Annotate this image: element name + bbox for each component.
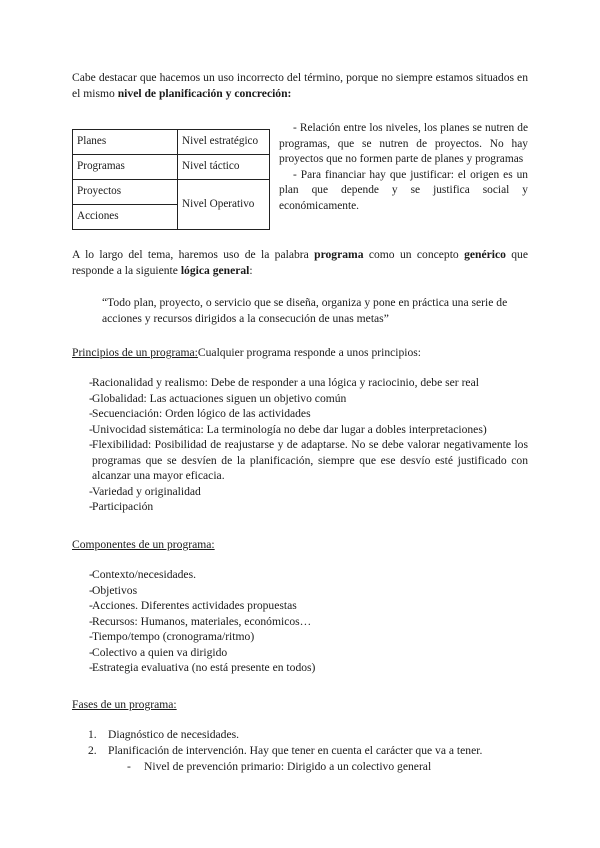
list-item bbox=[72, 660, 528, 676]
sub-item-text: Nivel de prevención primario: Dirigido a un colectivo general bbox=[144, 760, 432, 773]
dash-bullet: - bbox=[89, 599, 93, 612]
list-item bbox=[72, 484, 528, 500]
list-item bbox=[72, 727, 528, 743]
componentes-heading: Componentes de un programa: bbox=[72, 538, 215, 551]
list-item bbox=[72, 645, 528, 661]
list-item-text: Flexibilidad: Posibilidad de reajustarse y de adaptarse. No se debe valorar negativamente los programas que se desvíen de la planificación, siempre que ese desvío esté justificado con alcanzar una mayor eficacia. bbox=[92, 438, 528, 482]
list-item bbox=[72, 437, 528, 484]
dash-bullet: - bbox=[89, 645, 93, 659]
side-notes bbox=[279, 121, 528, 214]
list-item bbox=[72, 583, 528, 599]
fases-list bbox=[72, 727, 528, 758]
list-item bbox=[72, 598, 528, 614]
tema-text: como un concepto bbox=[363, 248, 465, 261]
list-item-text: Diagnóstico de necesidades. bbox=[108, 728, 240, 741]
table-cell-level: Nivel Operativo bbox=[178, 180, 270, 230]
principios-intro: Cualquier programa responde a unos principios: bbox=[197, 346, 422, 359]
dash-bullet: - bbox=[89, 376, 93, 389]
intro-bold: nivel de planificación y concreción: bbox=[117, 86, 292, 100]
list-item bbox=[72, 629, 528, 645]
tema-bold: genérico bbox=[464, 248, 506, 261]
table-cell-item: Acciones bbox=[73, 205, 178, 230]
principios-heading-text: Principios de un programa: bbox=[72, 346, 198, 359]
list-item bbox=[72, 567, 528, 583]
list-item-text: Contexto/necesidades. bbox=[92, 568, 196, 581]
dash-bullet: - bbox=[89, 661, 93, 674]
list-item-text: Secuenciación: Orden lógico de las actividades bbox=[92, 407, 311, 420]
list-item-text: Tiempo/tempo (cronograma/ritmo) bbox=[92, 630, 255, 643]
table-cell-item: Planes bbox=[73, 130, 178, 155]
table-cell-level: Nivel táctico bbox=[178, 155, 270, 180]
dash-bullet: - bbox=[89, 484, 93, 498]
levels-table bbox=[72, 129, 270, 230]
list-item-text: Planificación de intervención. Hay que tener en cuenta el carácter que va a tener. bbox=[108, 743, 483, 757]
list-item-text: Recursos: Humanos, materiales, económicos… bbox=[92, 614, 312, 628]
list-item-text: Estrategia evaluativa (no está presente en todos) bbox=[92, 661, 316, 674]
table-row bbox=[73, 155, 270, 180]
tema-text: A lo largo del tema, haremos uso de la palabra bbox=[72, 248, 315, 261]
list-item-text: Colectivo a quien va dirigido bbox=[92, 645, 228, 659]
intro-paragraph bbox=[72, 70, 528, 101]
definition-quote: “Todo plan, proyecto, o servicio que se diseña, organiza y pone en práctica una serie de acciones y recursos dirigidos a la consecución de unas metas” bbox=[102, 296, 508, 325]
list-item-text: Univocidad sistemática: La terminología no debe dar lugar a dobles interpretaciones) bbox=[92, 422, 487, 436]
tema-text: : bbox=[249, 263, 253, 277]
principios-list bbox=[72, 375, 528, 515]
side-note: - Para financiar hay que justificar: el origen es un plan que depende y se justifica social y económicamente. bbox=[279, 168, 528, 212]
tema-text: que responde a la siguiente bbox=[72, 248, 528, 277]
dash-bullet: - bbox=[89, 500, 93, 513]
intro-text: Cabe destacar que hacemos un uso incorrecto del término, porque no siempre estamos situados en el mismo bbox=[72, 71, 528, 100]
tema-bold: lógica general bbox=[180, 263, 250, 277]
list-item bbox=[72, 743, 528, 759]
list-number: 2. bbox=[88, 743, 97, 757]
dash-bullet: - bbox=[89, 438, 93, 451]
list-number: 1. bbox=[88, 728, 97, 741]
principios-heading bbox=[72, 345, 421, 361]
dash-bullet: - bbox=[89, 614, 93, 628]
tema-paragraph bbox=[72, 247, 528, 278]
list-item-text: Variedad y originalidad bbox=[92, 484, 201, 498]
list-item-text: Participación bbox=[92, 500, 154, 513]
list-item bbox=[72, 499, 528, 515]
dash-bullet: - bbox=[127, 760, 131, 773]
table-cell-level: Nivel estratégico bbox=[178, 130, 270, 155]
list-item bbox=[72, 375, 528, 391]
list-item-text: Racionalidad y realismo: Debe de responder a una lógica y raciocinio, debe ser real bbox=[92, 376, 479, 389]
dash-bullet: - bbox=[89, 422, 93, 436]
fases-heading: Fases de un programa: bbox=[72, 698, 177, 711]
fases-sub-item bbox=[127, 759, 528, 775]
list-item-text: Objetivos bbox=[92, 583, 138, 597]
dash-bullet: - bbox=[89, 583, 93, 597]
table-row bbox=[73, 180, 270, 205]
list-item bbox=[72, 391, 528, 407]
componentes-list bbox=[72, 567, 528, 676]
dash-bullet: - bbox=[89, 630, 93, 643]
side-note: - Relación entre los niveles, los planes se nutren de programas, que se nutren de proyectos. No hay proyectos que no formen parte de planes y programas bbox=[279, 122, 528, 165]
table-row bbox=[73, 130, 270, 155]
dash-bullet: - bbox=[89, 568, 93, 581]
list-item-text: Acciones. Diferentes actividades propuestas bbox=[92, 599, 297, 612]
dash-bullet: - bbox=[89, 407, 93, 420]
tema-bold: programa bbox=[314, 248, 364, 261]
list-item bbox=[72, 614, 528, 630]
table-cell-item: Proyectos bbox=[73, 180, 178, 205]
dash-bullet: - bbox=[89, 391, 93, 405]
list-item bbox=[72, 406, 528, 422]
table-cell-item: Programas bbox=[73, 155, 178, 180]
list-item bbox=[72, 422, 528, 438]
list-item-text: Globalidad: Las actuaciones siguen un objetivo común bbox=[92, 391, 347, 405]
